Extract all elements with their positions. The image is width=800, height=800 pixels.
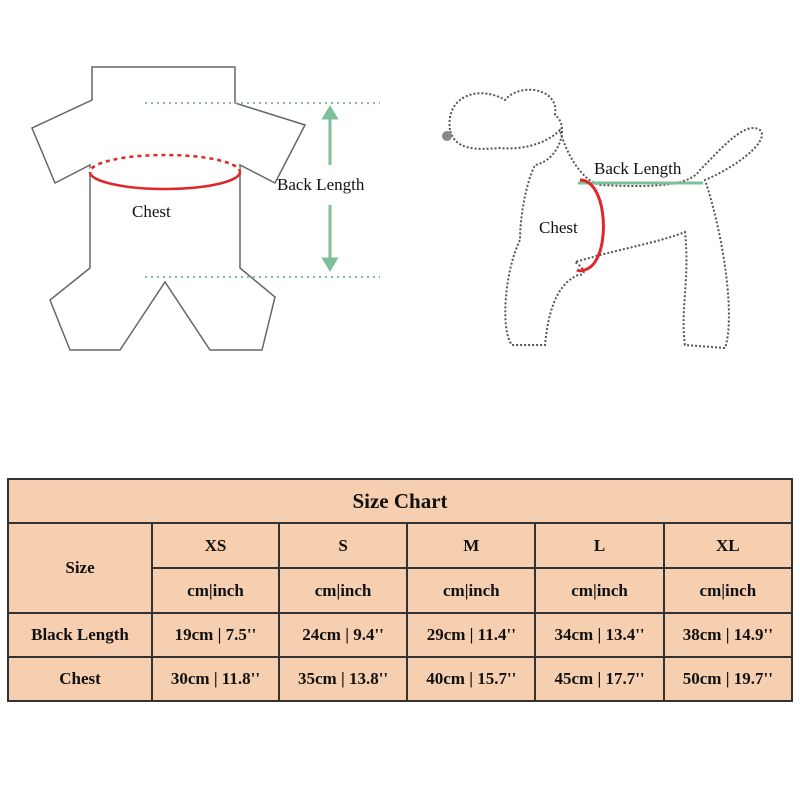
size-s: S: [279, 523, 407, 568]
size-chart-title: Size Chart: [8, 479, 792, 523]
table-cell: 34cm | 13.4'': [535, 613, 663, 657]
unit-cell: cm|inch: [279, 568, 407, 613]
size-xl: XL: [664, 523, 792, 568]
table-cell: 50cm | 19.7'': [664, 657, 792, 701]
table-cell: 24cm | 9.4'': [279, 613, 407, 657]
table-cell: 45cm | 17.7'': [535, 657, 663, 701]
size-l: L: [535, 523, 663, 568]
unit-cell: cm|inch: [535, 568, 663, 613]
table-cell: 29cm | 11.4'': [407, 613, 535, 657]
table-cell: 40cm | 15.7'': [407, 657, 535, 701]
dog-chest-line: [577, 180, 603, 271]
shirt-chest-label: Chest: [132, 202, 171, 221]
table-cell: 19cm | 7.5'': [152, 613, 279, 657]
table-row: [8, 657, 792, 701]
size-chart-table: [7, 478, 793, 702]
size-m: M: [407, 523, 535, 568]
table-cell: 30cm | 11.8'': [152, 657, 279, 701]
table-cell: 35cm | 13.8'': [279, 657, 407, 701]
dog-nose-icon: [442, 131, 452, 141]
unit-cell: cm|inch: [152, 568, 279, 613]
dog-chest-label: Chest: [539, 218, 578, 237]
row-label: Chest: [8, 657, 152, 701]
table-row: [8, 613, 792, 657]
shirt-back-length-label: Back Length: [277, 175, 365, 194]
unit-cell: cm|inch: [664, 568, 792, 613]
table-cell: 38cm | 14.9'': [664, 613, 792, 657]
dog-outline: [450, 90, 762, 348]
size-xs: XS: [152, 523, 279, 568]
row-label: Black Length: [8, 613, 152, 657]
dog-back-length-label: Back Length: [594, 159, 682, 178]
unit-cell: cm|inch: [407, 568, 535, 613]
size-header: Size: [8, 523, 152, 613]
shirt-chest-dashed: [90, 155, 240, 172]
